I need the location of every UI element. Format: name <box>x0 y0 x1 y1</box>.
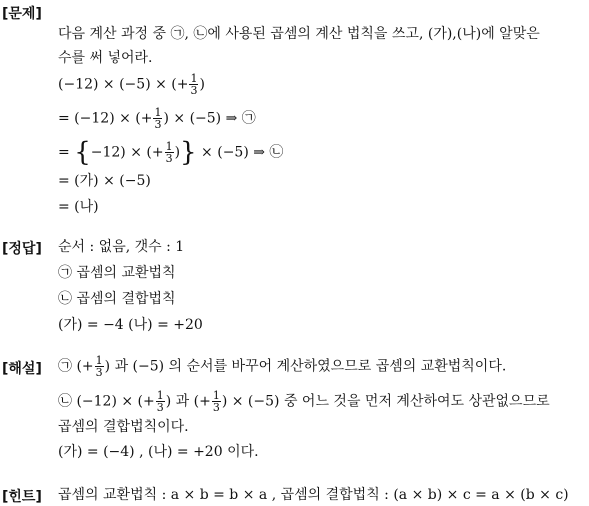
exp1-suffix: ) 과 (−5) 의 순서를 바꾸어 계산하였으므로 곱셈의 교환법칙이다. <box>104 358 507 375</box>
fraction-denominator: 3 <box>212 401 220 414</box>
problem-expression-3 <box>58 137 284 168</box>
exp2-prefix: ㉡ (−12) × (+ <box>58 393 155 410</box>
fraction-one-third <box>153 107 162 130</box>
fraction-numerator: 1 <box>165 140 173 153</box>
expr3-equals: = <box>58 144 70 161</box>
exp1-prefix: ㉠ (+ <box>58 358 94 375</box>
expr2-suffix: ) × (−5) ⇒ ㉠ <box>163 110 256 127</box>
fraction-one-third <box>189 73 198 96</box>
problem-expression-4: = (가) × (−5) <box>58 173 151 189</box>
expr3-prefix: −12) × (+ <box>90 144 164 161</box>
answer-line2: ㉠ 곱셈의 교환법칙 <box>58 265 176 281</box>
answer-line3: ㉡ 곱셈의 결합법칙 <box>58 291 176 307</box>
fraction-numerator: 1 <box>154 106 162 119</box>
fraction-one-third <box>212 390 221 413</box>
explanation-line3: 곱셈의 결합법칙이다. <box>58 419 189 435</box>
problem-expression-1 <box>58 73 205 96</box>
explanation-line2 <box>58 390 550 413</box>
exp2-middle: ) 과 (+ <box>165 393 211 410</box>
problem-expression-5: = (나) <box>58 199 99 215</box>
section-label-problem: [문제] <box>2 6 42 22</box>
section-label-answer: [정답] <box>2 241 42 257</box>
explanation-line4: (가) = (−4) , (나) = +20 이다. <box>58 444 259 460</box>
fraction-numerator: 1 <box>156 389 164 402</box>
expr3-tail: × (−5) ⇒ ㉡ <box>201 144 284 161</box>
fraction-denominator: 3 <box>154 118 162 131</box>
fraction-denominator: 3 <box>156 401 164 414</box>
fraction-denominator: 3 <box>165 152 173 165</box>
explanation-line1 <box>58 355 506 378</box>
section-label-explanation: [해설] <box>2 361 42 377</box>
expr3-suffix: ) <box>174 144 181 161</box>
expr1-suffix: ) <box>199 76 205 93</box>
answer-line4: (가) = −4 (나) = +20 <box>58 317 203 333</box>
answer-line1: 순서 : 없음, 갯수 : 1 <box>58 239 185 255</box>
close-brace: } <box>180 137 197 168</box>
problem-text-line1: 다음 계산 과정 중 ㉠, ㉡에 사용된 곱셈의 계산 법칙을 쓰고, (가),(나)에 알맞은 <box>58 26 540 42</box>
fraction-denominator: 3 <box>190 84 198 97</box>
exp2-suffix: ) × (−5) 중 어느 것을 먼저 계산하여도 상관없으므로 <box>221 393 550 410</box>
fraction-one-third <box>95 355 104 378</box>
problem-expression-2 <box>58 107 256 130</box>
fraction-numerator: 1 <box>190 72 198 85</box>
open-brace: { <box>74 137 91 168</box>
problem-text-line2: 수를 써 넣어라. <box>58 50 153 66</box>
hint-text: 곱셈의 교환법칙 : a × b = b × a , 곱셈의 결합법칙 : (a × b) × c = a × (b × c) <box>58 487 569 503</box>
fraction-numerator: 1 <box>95 354 103 367</box>
fraction-denominator: 3 <box>95 366 103 379</box>
fraction-numerator: 1 <box>212 389 220 402</box>
section-label-hint: [힌트] <box>2 489 42 505</box>
fraction-one-third <box>156 390 165 413</box>
expr2-prefix: = (−12) × (+ <box>58 110 153 127</box>
expr1-prefix: (−12) × (−5) × (+ <box>58 76 189 93</box>
fraction-one-third <box>165 141 174 164</box>
